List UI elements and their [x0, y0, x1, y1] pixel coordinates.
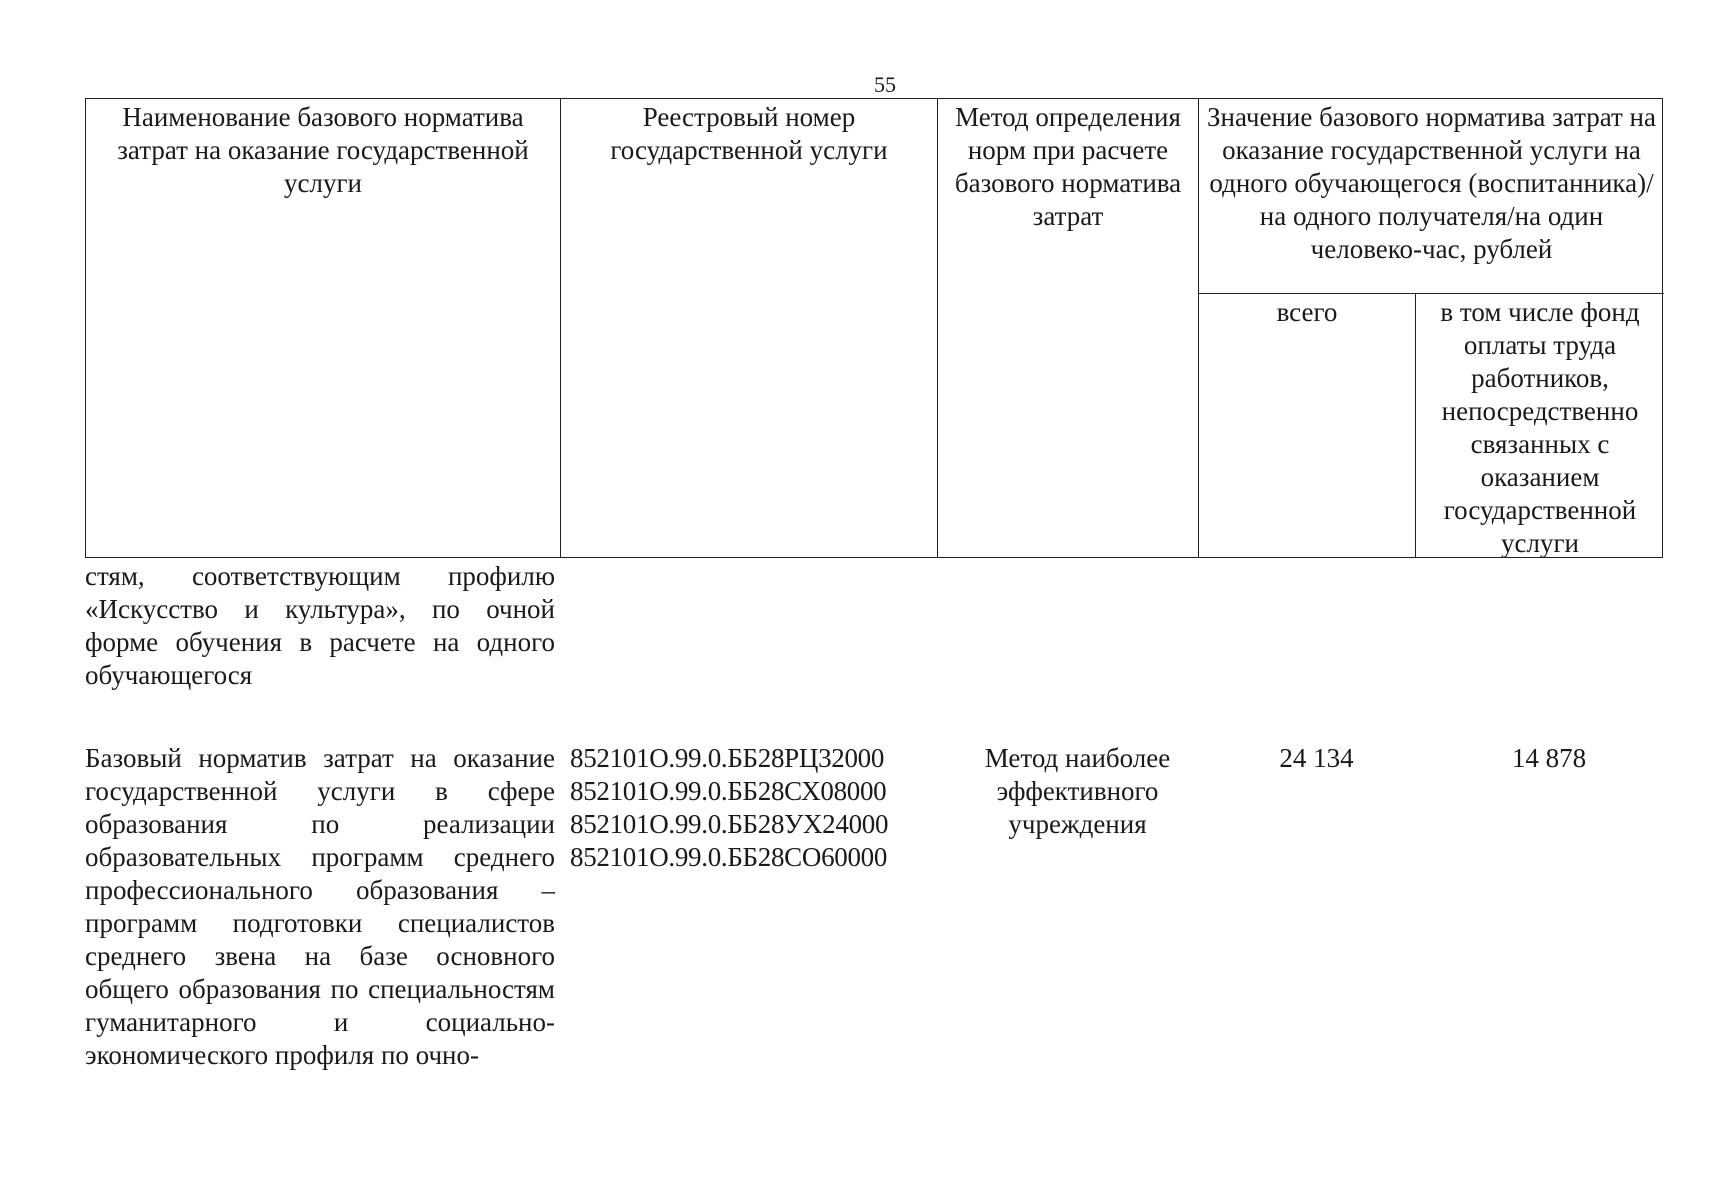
- row-total: 24 134: [1279, 743, 1354, 773]
- table-row: [85, 742, 1663, 1072]
- header-method-column: Метод определения норм при расчете базового норматива затрат: [938, 99, 1199, 557]
- header-total-column: всего: [1199, 294, 1416, 557]
- registry-code: 852101О.99.0.ББ28УХ24000: [570, 809, 889, 839]
- registry-code: 852101О.99.0.ББ28СХ08000: [570, 776, 887, 806]
- row-method: Метод наиболее эффективного учреждения: [984, 743, 1171, 839]
- table-header: [85, 98, 1663, 558]
- page-number: 55: [874, 72, 896, 97]
- document-body: [85, 98, 1663, 1072]
- row-name: Базовый норматив затрат на оказание государственной услуги в сфере образования по реализации образовательных программ среднего профессионального образования – программ подготовки специалистов среднего звена на базе основного общего образования по специальностям гуманитарного и социально-экономического профиля по очно-: [85, 743, 555, 1070]
- registry-code: 852101О.99.0.ББ28РЦ32000: [570, 743, 885, 773]
- row-registry-codes: [570, 742, 947, 1072]
- header-fot-column: в том числе фонд оплаты труда работников, непосредственно связанных с оказанием государственной услуги: [1440, 297, 1640, 557]
- continuation-text: стям, соответствующим профилю «Искусство и культура», по очной форме обучения в расчете на одного обучающегося: [85, 561, 555, 690]
- registry-code: 852101О.99.0.ББ28СО60000: [570, 842, 888, 872]
- header-registry-column: Реестровый номер государственной услуги: [561, 99, 938, 557]
- header-value-column: Значение базового норматива затрат на оказание государственной услуги на одного обучающегося (воспитанника)/на одного получателя/на один человеко-час, рублей: [1199, 99, 1664, 294]
- row-fot: 14 878: [1511, 743, 1587, 773]
- header-name-column: Наименование базового норматива затрат на оказание государственной услуги: [86, 99, 561, 557]
